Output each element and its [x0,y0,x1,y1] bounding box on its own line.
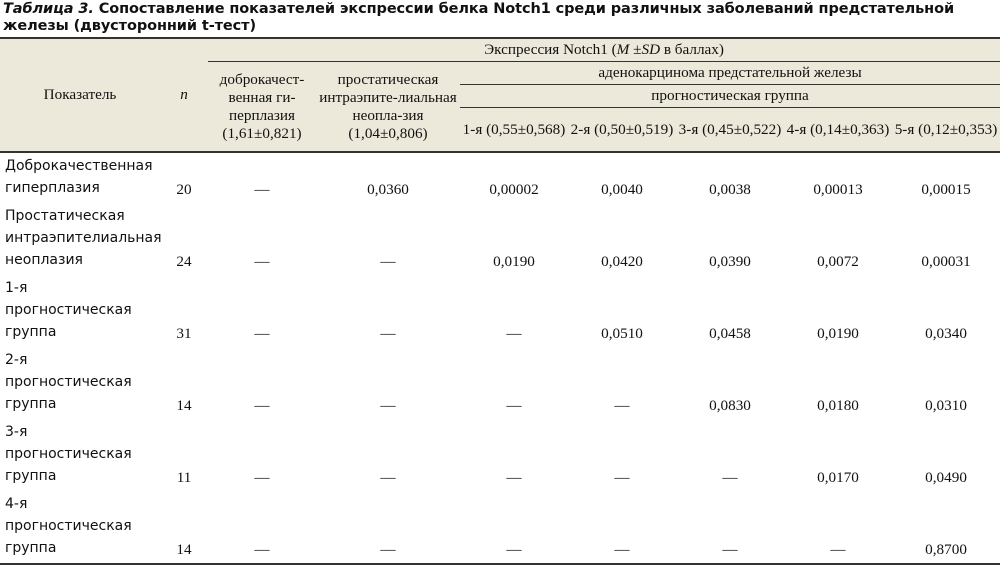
cell-group-1: 0,00002 [489,181,539,198]
row-name: 1-я прогностическая группа [5,280,132,340]
table-row [0,347,1000,419]
cell-group-1: — [506,397,522,414]
cell-pin: — [380,325,396,342]
group-2-header: 2-я (0,50±0,519) [568,108,676,153]
cell-group-1: — [506,325,522,342]
table-header [0,38,1000,152]
cell-group-2: — [568,491,676,564]
row-n: 11 [176,469,192,486]
cell-group-2: 0,0510 [601,325,643,342]
cell-group-5: 0,00031 [921,253,971,270]
cell-group-1: — [506,469,522,486]
row-name: Простатическая интраэпителиальная неоплазия [5,208,162,268]
cell-group-3: — [676,491,784,564]
cell-group-1: — [460,491,568,564]
expression-header: Экспрессия Notch1 (M ±SD в баллах) [208,38,1000,62]
pin-header: простатическая интраэпите-лиальная неопла-зия (1,04±0,806) [316,62,460,153]
group-3-header: 3-я (0,45±0,522) [676,108,784,153]
comparison-table [0,37,1000,565]
bph-header: доброкачест-венная ги-перплазия (1,61±0,821) [208,62,316,153]
cell-group-4: 0,0180 [817,397,859,414]
cell-group-2: — [614,397,630,414]
cell-bph: — [254,469,270,486]
row-n: 20 [176,181,192,198]
caption-label: Таблица 3. [3,1,94,17]
cell-group-2: — [614,469,630,486]
cell-bph: — [254,397,270,414]
table-row [0,419,1000,491]
cell-group-3: 0,0038 [709,181,751,198]
cell-pin: — [380,253,396,270]
table-row [0,491,1000,564]
cell-group-4: 0,0072 [817,253,859,270]
n-header: n [160,38,208,152]
prognostic-group-header: прогностическая группа [460,85,1000,108]
cell-group-4: — [784,491,892,564]
cell-pin: — [380,469,396,486]
row-name: 3-я прогностическая группа [5,424,132,484]
cell-group-3: — [722,469,738,486]
group-1-header: 1-я (0,55±0,568) [460,108,568,153]
table-body [0,152,1000,564]
table-caption [0,0,1000,37]
indicator-header: Показатель [0,38,160,152]
row-n: 31 [176,325,192,342]
cell-bph: — [254,325,270,342]
cell-group-3: 0,0390 [709,253,751,270]
caption-text: Сопоставление показателей экспрессии белка Notch1 среди различных заболеваний предстательной железы (двусторонний t-тест) [3,1,955,34]
row-n: 14 [160,491,208,564]
row-name: 2-я прогностическая группа [5,352,132,412]
row-name: 4-я прогностическая группа [0,491,160,564]
table-row [0,152,1000,203]
cell-bph: — [254,181,270,198]
cell-pin: — [316,491,460,564]
cell-group-4: 0,0170 [817,469,859,486]
cell-pin: — [380,397,396,414]
table-row [0,275,1000,347]
cell-group-1: 0,0190 [493,253,535,270]
cell-group-3: 0,0458 [709,325,751,342]
row-n: 24 [176,253,192,270]
cell-group-3: 0,0830 [709,397,751,414]
cell-group-4: 0,0190 [817,325,859,342]
cell-group-4: 0,00013 [813,181,863,198]
row-name: Доброкачественная гиперплазия [5,158,153,196]
cell-group-5: 0,0490 [925,469,967,486]
cell-bph: — [254,253,270,270]
cell-bph: — [208,491,316,564]
cell-group-5: 0,00015 [921,181,971,198]
cell-group-5: 0,0310 [925,397,967,414]
table-row [0,203,1000,275]
adenocarcinoma-header: аденокарцинома предстательной железы [460,62,1000,85]
cell-group-5: 0,8700 [892,491,1000,564]
group-5-header: 5-я (0,12±0,353) [892,108,1000,153]
row-n: 14 [176,397,192,414]
group-4-header: 4-я (0,14±0,363) [784,108,892,153]
cell-group-5: 0,0340 [925,325,967,342]
cell-group-2: 0,0420 [601,253,643,270]
cell-pin: 0,0360 [367,181,409,198]
cell-group-2: 0,0040 [601,181,643,198]
